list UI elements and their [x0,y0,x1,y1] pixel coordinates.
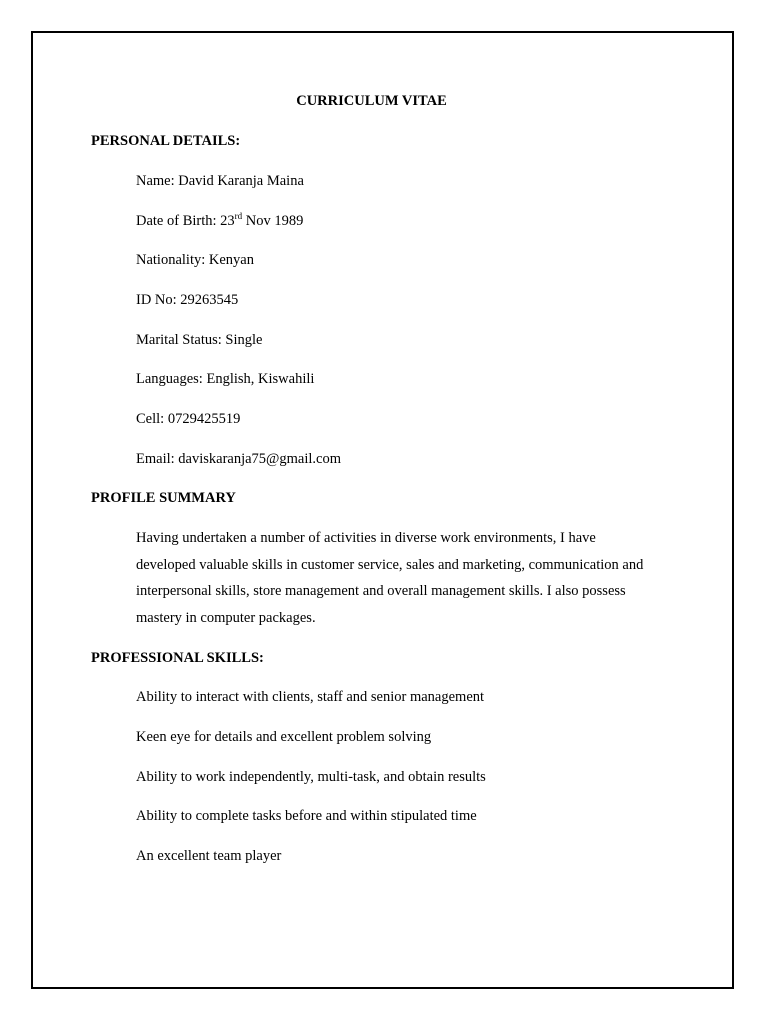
cell-field: Cell: 0729425519 [136,411,241,427]
email-field: Email: daviskaranja75@gmail.com [136,451,342,467]
profile-summary-line: developed valuable skills in customer service, sales and marketing, communication and [136,557,644,573]
profile-summary-line: mastery in computer packages. [136,610,316,626]
skill-item: An excellent team player [136,848,282,864]
nationality-field: Nationality: Kenyan [136,252,254,268]
personal-details-heading: PERSONAL DETAILS: [91,133,241,149]
skill-item: Ability to interact with clients, staff and senior management [136,689,485,705]
document-title: CURRICULUM VITAE [296,93,447,109]
profile-summary-heading: PROFILE SUMMARY [91,490,236,506]
dob-superscript: rd [234,211,243,222]
profile-summary-line: Having undertaken a number of activities in diverse work environments, I have [136,530,596,546]
skill-item: Ability to work independently, multi-task, and obtain results [136,769,486,785]
profile-summary-line: interpersonal skills, store management and overall management skills. I also possess [136,583,626,599]
id-number-field: ID No: 29263545 [136,292,239,308]
name-field: Name: David Karanja Maina [136,173,304,189]
professional-skills-heading: PROFESSIONAL SKILLS: [91,650,264,666]
dob-prefix: Date of Birth: 23 [136,213,235,229]
skill-item: Ability to complete tasks before and within stipulated time [136,808,477,824]
dob-suffix: Nov 1989 [242,213,304,229]
dob-field [136,213,303,230]
marital-status-field: Marital Status: Single [136,332,263,348]
skill-item: Keen eye for details and excellent problem solving [136,729,432,745]
languages-field: Languages: English, Kiswahili [136,371,315,387]
